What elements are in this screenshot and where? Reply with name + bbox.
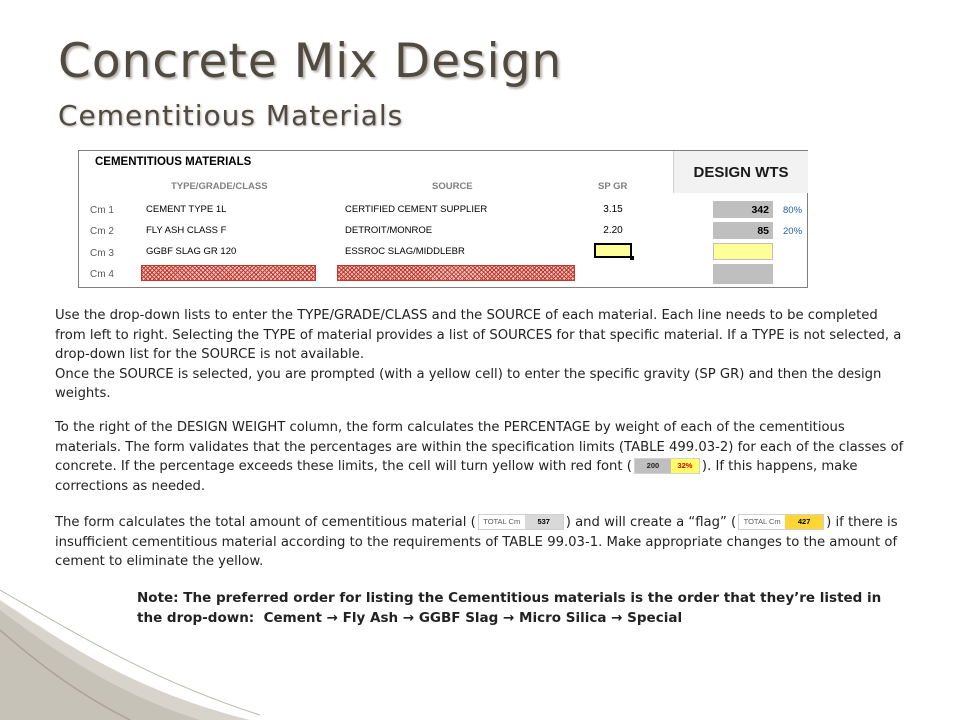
instructions-paragraph-1 — [55, 306, 905, 404]
row-label: Cm 2 — [90, 226, 114, 237]
example-over-limit-chip — [634, 458, 700, 474]
type-dropdown[interactable]: GGBF SLAG GR 120 — [146, 246, 237, 257]
type-dropdown[interactable]: CEMENT TYPE 1L — [146, 204, 227, 215]
paragraph-text: Once the SOURCE is selected, you are prompted (with a yellow cell) to enter the specific gravity (SP GR) and then the design weights. — [55, 366, 882, 401]
row-label: Cm 3 — [90, 248, 114, 259]
example-total-label: TOTAL Cm — [739, 515, 785, 529]
design-weight-cell[interactable]: 85 — [713, 222, 773, 239]
example-total-label: TOTAL Cm — [479, 515, 525, 529]
instructions-paragraph-3 — [55, 513, 905, 572]
design-wts-header: DESIGN WTS — [673, 151, 808, 193]
source-cell-disabled — [337, 265, 575, 281]
order-note — [137, 588, 907, 628]
paragraph-text: To the right of the DESIGN WEIGHT column, the form calculates the PERCENTAGE by weight of each of the cementitious materials. The form validates that the percentages are within the specification limits (TABLE 499.03-2) for each of the classes of concrete. If the percentage exceeds these limits, the cell will turn yellow with red font ( — [55, 420, 904, 474]
sp-gr-cell[interactable]: 2.20 — [603, 225, 623, 236]
paragraph-text: ). If this happens, make corrections as needed. — [55, 459, 858, 494]
paragraph-text: The form calculates the total amount of cementitious material ( — [55, 515, 476, 530]
slide-title: Concrete Mix Design — [58, 34, 563, 89]
column-header-source: SOURCE — [432, 181, 473, 192]
form-heading: CEMENTITIOUS MATERIALS — [95, 156, 252, 168]
example-percent: 32% — [671, 459, 699, 473]
source-dropdown[interactable]: ESSROC SLAG/MIDDLEBR — [345, 246, 465, 257]
slide-subtitle: Cementitious Materials — [58, 99, 404, 132]
type-dropdown[interactable]: FLY ASH CLASS F — [146, 225, 227, 236]
source-dropdown[interactable]: DETROIT/MONROE — [345, 225, 433, 236]
sp-gr-cell[interactable]: 3.15 — [603, 204, 623, 215]
example-total-ok-chip — [478, 514, 564, 530]
sp-gr-input-selected[interactable] — [594, 243, 632, 258]
example-weight: 200 — [635, 459, 671, 473]
cell-fill-handle[interactable] — [630, 256, 634, 260]
source-dropdown[interactable]: CERTIFIED CEMENT SUPPLIER — [345, 204, 488, 215]
cementitious-materials-form — [78, 150, 808, 288]
example-total-value: 427 — [785, 515, 823, 529]
note-order: Cement → Fly Ash → GGBF Slag → Micro Silica → Special — [263, 610, 683, 626]
column-header-sp-gr: SP GR — [598, 181, 628, 192]
instructions-paragraph-2 — [55, 418, 905, 496]
percent-cell: 20% — [783, 226, 803, 237]
note-prefix: Note: The preferred order for listing the Cementitious materials is the order that they’re listed in the drop-down: — [137, 590, 882, 626]
paragraph-text: ) and will create a “flag” ( — [565, 515, 737, 530]
row-label: Cm 4 — [90, 269, 114, 280]
design-weight-cell[interactable] — [713, 264, 773, 284]
design-weight-cell[interactable]: 342 — [713, 201, 773, 218]
paragraph-text: Use the drop-down lists to enter the TYPE/GRADE/CLASS and the SOURCE of each material. Each line needs to be completed from left to right. Selecting the TYPE of material provides a list of SOURCES for that specific material. If a TYPE is not selected, a drop-down list for the SOURCE is not available. — [55, 308, 902, 362]
design-weight-input[interactable] — [713, 243, 773, 260]
column-header-type: TYPE/GRADE/CLASS — [171, 181, 268, 192]
type-cell-disabled — [141, 265, 316, 281]
example-total-value: 537 — [525, 515, 563, 529]
percent-cell: 80% — [783, 205, 803, 216]
paragraph-text: ) if there is insufficient cementitious material according to the requirements of TABLE 99.03-1. Make appropriate changes to the amount of cement to eliminate the yellow. — [55, 515, 898, 569]
row-label: Cm 1 — [90, 205, 114, 216]
example-total-low-chip — [738, 514, 824, 530]
